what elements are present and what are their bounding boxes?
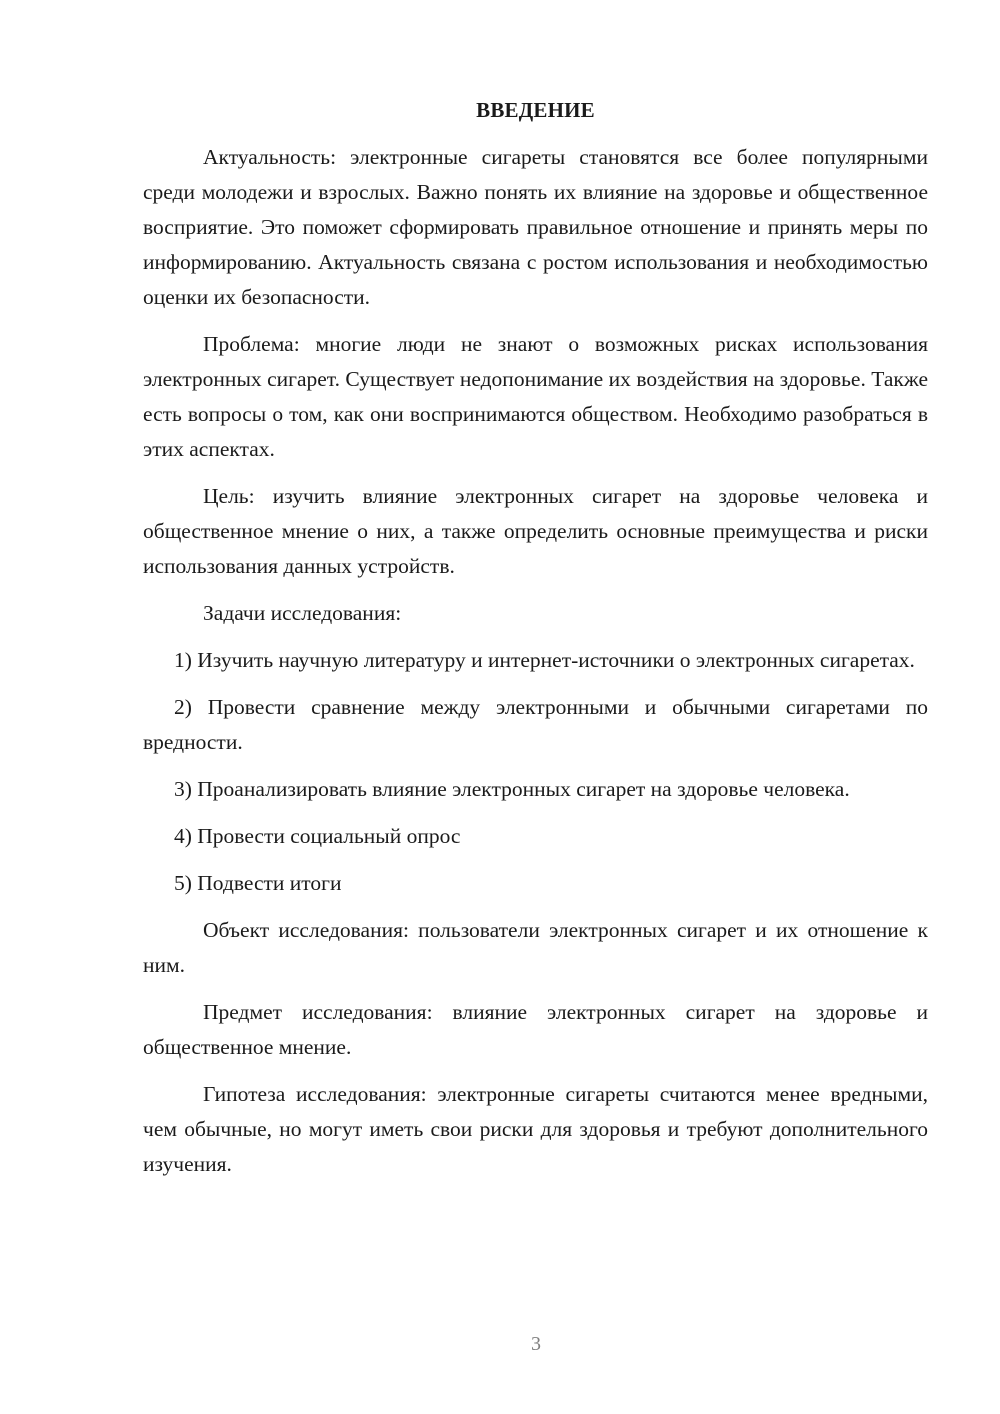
task-item: 4) Провести социальный опрос	[174, 824, 461, 848]
paragraph-goal: Цель: изучить влияние электронных сигарет на здоровье человека и общественное мнение о них, а также определить основные преимущества и риски использования данных устройств.	[143, 484, 928, 578]
document-page	[143, 93, 928, 1194]
paragraph-problem: Проблема: многие люди не знают о возможных рисках использования электронных сигарет. Существует недопонимание их воздействия на здоровье. Также есть вопросы о том, как они воспринимаются обществом. Необходимо разобраться в этих аспектах.	[143, 332, 928, 461]
task-item: 5) Подвести итоги	[174, 871, 342, 895]
paragraph-subject: Предмет исследования: влияние электронных сигарет на здоровье и общественное мнение.	[143, 1000, 928, 1059]
page-number: 3	[531, 1333, 541, 1355]
task-item: 1) Изучить научную литературу и интернет-источники о электронных сигаретах.	[174, 648, 915, 672]
task-item: 3) Проанализировать влияние электронных сигарет на здоровье человека.	[174, 777, 850, 801]
page-title: ВВЕДЕНИЕ	[476, 98, 595, 122]
task-item: 2) Провести сравнение между электронными и обычными сигаретами по вредности.	[143, 695, 928, 754]
paragraph-object: Объект исследования: пользователи электронных сигарет и их отношение к ним.	[143, 918, 928, 977]
paragraph-hypothesis: Гипотеза исследования: электронные сигареты считаются менее вредными, чем обычные, но могут иметь свои риски для здоровья и требуют дополнительного изучения.	[143, 1082, 928, 1176]
paragraph-relevance: Актуальность: электронные сигареты становятся все более популярными среди молодежи и взрослых. Важно понять их влияние на здоровье и общественное восприятие. Это поможет сформировать правильное отношение и принять меры по информированию. Актуальность связана с ростом использования и необходимостью оценки их безопасности.	[143, 145, 928, 309]
paragraph-tasks-heading: Задачи исследования:	[203, 601, 402, 625]
